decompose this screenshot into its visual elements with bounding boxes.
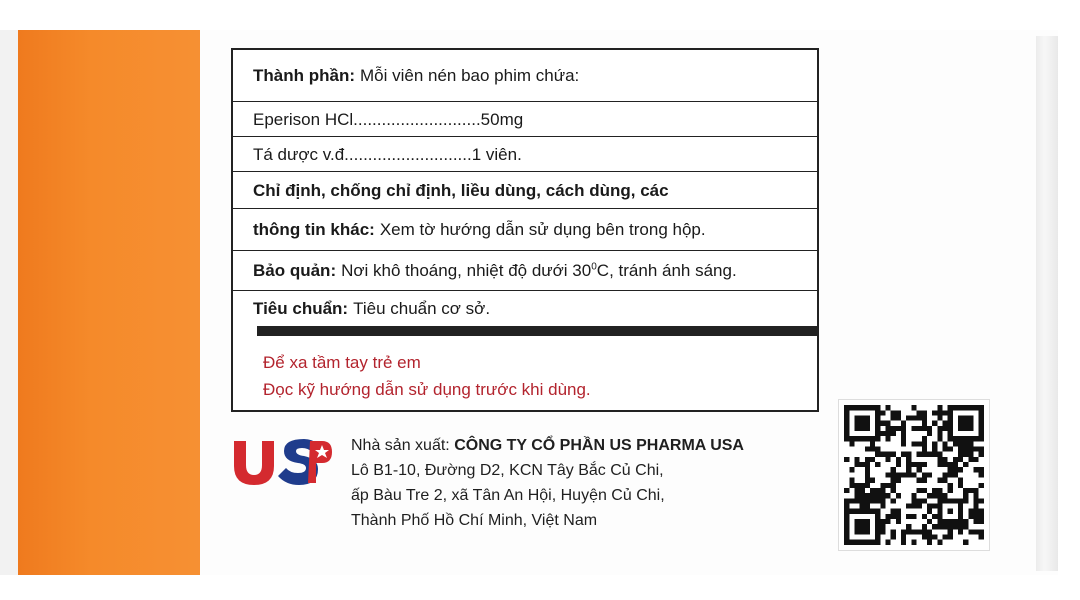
warning-children: Để xa tầm tay trẻ em — [263, 353, 421, 372]
composition-text: Mỗi viên nén bao phim chứa: — [359, 66, 580, 85]
storage-row — [233, 251, 817, 291]
standard-text: Tiêu chuẩn cơ sở. — [353, 299, 491, 318]
divider-bar — [257, 326, 817, 336]
storage-text: Nơi khô thoáng, nhiệt độ dưới $30^0C$, tránh ánh sáng. — [341, 261, 737, 280]
manufacturer-line — [351, 437, 744, 455]
other-info-label: thông tin khác: — [253, 220, 375, 239]
warning-read-instructions: Đọc kỹ hướng dẫn sử dụng trước khi dùng. — [263, 380, 591, 399]
composition-row — [233, 50, 817, 102]
indications-row-1 — [233, 172, 817, 209]
manufacturer-name: CÔNG TY CỔ PHẦN US PHARMA USA — [454, 437, 744, 454]
address-line-2: ấp Bàu Tre 2, xã Tân An Hội, Huyện Củ Chi, — [351, 487, 665, 504]
box-right-fold — [1036, 36, 1058, 571]
indications-label: Chỉ định, chống chỉ định, liều dùng, cách dùng, các — [253, 180, 669, 200]
standard-label: Tiêu chuẩn: — [253, 299, 349, 318]
usp-logo — [232, 435, 332, 487]
indications-row-2 — [233, 209, 817, 251]
manufacturer-label: Nhà sản xuất: — [351, 437, 450, 454]
address-line-1: Lô B1-10, Đường D2, KCN Tây Bắc Củ Chi, — [351, 462, 664, 479]
ingredient-active: Eperison HCl...........................50mg — [253, 109, 524, 129]
address-line-3: Thành Phố Hồ Chí Minh, Việt Nam — [351, 512, 598, 529]
ingredient-excipient: Tá dược v.đ...........................1 viên. — [253, 144, 522, 164]
ingredient-row-1 — [233, 102, 817, 137]
composition-label: Thành phần: — [253, 66, 355, 85]
ingredient-row-2 — [233, 137, 817, 172]
other-info-text: Xem tờ hướng dẫn sử dụng bên trong hộp. — [379, 220, 706, 239]
standard-row — [233, 291, 817, 326]
storage-label: Bảo quản: — [253, 261, 337, 280]
qr-code-icon — [838, 399, 990, 551]
box-left-fold — [0, 30, 18, 575]
orange-side-band — [18, 30, 200, 575]
product-info-table — [231, 48, 819, 412]
